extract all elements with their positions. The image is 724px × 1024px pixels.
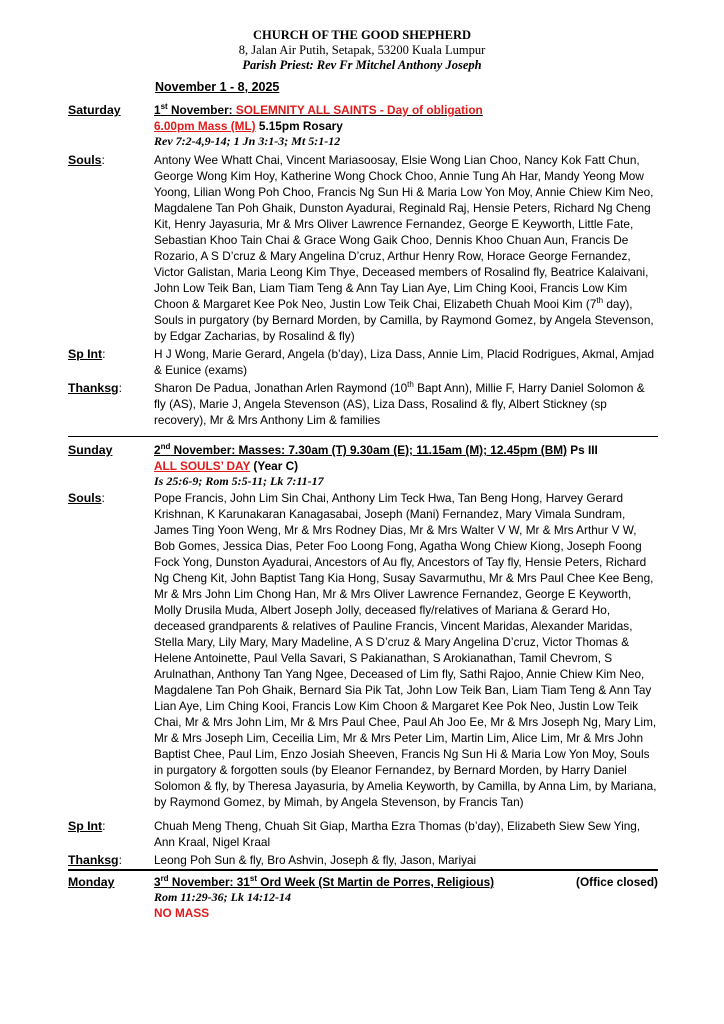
feast-all-souls: ALL SOULS’ DAY: [154, 459, 251, 473]
church-address: 8, Jalan Air Putih, Setapak, 53200 Kuala Lumpur: [238, 43, 486, 57]
sunday-heading: 2nd November: Masses: 7.30am (T) 9.30am (E); 11.15am (M); 12.45pm (BM) Ps III ALL SOULS’ DAY (Year C) Is 25:6-9; Rom 5:5-11; Lk 7:11-17: [154, 442, 658, 489]
divider: [68, 869, 658, 871]
church-name: CHURCH OF THE GOOD SHEPHERD: [252, 28, 472, 42]
spint-list-sunday: Chuah Meng Theng, Chuah Sit Giap, Martha Ezra Thomas (b’day), Elizabeth Siew Sew Ying, Ann Kraal, Nigel Kraal: [154, 819, 641, 849]
day-label-sunday: Sunday: [68, 443, 113, 457]
feast-all-saints: SOLEMNITY ALL SAINTS - Day of obligation: [235, 103, 483, 117]
thanks-list-sunday: Leong Poh Sun & fly, Bro Ashvin, Joseph & fly, Jason, Mariyai: [154, 853, 477, 867]
office-closed: (Office closed): [576, 875, 658, 889]
thanks-list-saturday: Sharon De Padua, Jonathan Arlen Raymond (10: [154, 381, 408, 395]
readings-saturday: Rev 7:2-4,9-14; 1 Jn 3:1-3; Mt 5:1-12: [154, 134, 341, 148]
spint-list-saturday: H J Wong, Marie Gerard, Angela (b’day), Liza Dass, Annie Lim, Placid Rodrigues, Akmal, Amjad & Eunice (exams): [154, 347, 655, 377]
divider: [68, 436, 658, 437]
monday-heading: 3rd November: 31st Ord Week (St Martin de Porres, Religious) Rom 11:29-36; Lk 14:12-14 NO MASS (Office closed): [154, 874, 658, 920]
no-mass-note: NO MASS: [154, 906, 210, 920]
souls-list-sunday: Pope Francis, John Lim Sin Chai, Anthony Lim Teck Hwa, Tan Beng Hong, Harvey Gerard Krishnan, K Karunakaran Kanagasabai, Joseph (Mani) Fernandez, Mary Vimala Sundram, James Ting Yoon Weng, Mr & Mrs Rodney Dias, Mr & Mrs Walter V W, Mr & Mrs Arthur V W, Bob Gomes, Jessica Dias, Peter Foo Loong Fong, Agatha Wong Chiew Kiong, Joseph Foong Fock Yong, Dunston Ayadurai, Ancestors of Au fly, Ancestors of Tay fly, Hensie Peters, Richard Ng Cheng Kit, John Baptist Tang Kia Hong, Susay Savarmuthu, Mr & Mrs Paul Chee Kee Beng, Mr & Mrs John Lim Chong Han, Mr & Mrs Oliver Lawrence Fernandez, George E Keyworth, Molly Drusila Muda, Albert Joseph Jolly, deceased fly/relatives of Mariana & Gerard Ho, deceased grandparents & relatives of Pauline Francis, Vincent Maridas, Alexander Maridas, Stella Mary, Lily Mary, Mary Madeline, A S D’cruz & Mary Angelina D’cruz, Victor Thomas & Helene Antoinette, Paul Vella Savari, S Pakianathan, S Arokianathan, Tamil Chevrom, S Arulnathan, Anthony Tan Yang Ngee, Deceased of Lim fly, Sathi Rajoo, Annie Chiew Kim Neo, Magdalene Tan Poh Ghaik, Bernard Sia Pik Tat, John Low Teik Ban, Liam Tiam Teng & Ann Tay Lian Aye, Lim Ching Kooi, Francis Low Kim Choon & Margaret Kee Pok Neo, Justin Low Teik Chai, Mr & Mrs John Lim, Mr & Mrs Paul Chee, Paul Ah Joo Ee, Mr & Mrs Joseph Ng, Mary Lim, Mr & Mrs Joseph Lim, Ceceilia Lim, Mr & Mrs Peter Lim, Martin Lim, Alice Lim, Mr & Mrs John Baptist Chee, Paul Lim, Enzo Josiah Sheeven, Francis Ng Sun Hi & Maria Low Yon Moy, Souls in purgatory & forgotten souls (by Eleanor Fernandez, by Bernard Morden, by Harry Daniel Solomon & fly, by Theresa Jayasuria, by Amelia Keyworth, by Camilla, by Anna Lim, by Mariana, by Raymond Gomez, by Mimah, by Angela Stevenson, by Francis Tan): [154, 491, 657, 809]
souls-list-saturday: Antony Wee Whatt Chai, Vincent Mariasoosay, Elsie Wong Lian Choo, Nancy Kok Fatt Chun, George Wong Kim Hoy, Katherine Wong Chock Choo, Annie Tung Ah Har, Mandy Yeong Mow Yoong, Lilian Wong Poh Choo, Francis Ng Sun Hi & Maria Low Yon Moy, Annie Chiew Kim Neo, Magdalene Tan Poh Ghaik, Dunston Ayadurai, Reginald Raj, Hensie Peters, Richard Ng Cheng Kit, Henry Jayasuria, Mr & Mrs Oliver Lawrence Fernandez, George E Keyworth, Little Fate, Sebastian Khoo Tain Chai & Grace Wong Gaik Choo, Dennis Khoo Chuan Aun, Francis De Rozario, A S D’cruz & Mary Angelina D’cruz, Arthur Henry Row, Horace George Fernandez, Victor Galistan, Maria Leong Kim Thye, Deceased members of Rosalind fly, Beatrice Kalaivani, John Low Teik Ban, Liam Tiam Teng & Ann Tay Lian Aye, Lim Ching Kooi, Francis Low Kim Choon & Margaret Kee Pok Neo, Justin Low Teik Chai, Elizabeth Chuah Mooi Kim (7: [154, 153, 654, 311]
day-label-saturday: Saturday: [68, 103, 121, 117]
saturday-heading: 1st November: SOLEMNITY ALL SAINTS - Day of obligation 6.00pm Mass (ML) 5.15pm Rosary Rev 7:2-4,9-14; 1 Jn 3:1-3; Mt 5:1-12: [154, 102, 658, 149]
bulletin-page: CHURCH OF THE GOOD SHEPHERD 8, Jalan Air Putih, Setapak, 53200 Kuala Lumpur Parish Priest: Rev Fr Mitchel Anthony Joseph November 1 - 8, 2025 Saturday 1st November: SOLEMNITY ALL SAINTS - Day of obligation 6.00pm Mass (ML) 5.15pm Rosary Rev 7:2-4,9-14; 1 Jn 3:1-3; Mt 5:1-12 Souls: Antony Wee Whatt Chai, Vincent Mariasoosay, Elsie Wong Lian Choo, Nancy Kok Fatt Chun, George Wong Kim Hoy, Katherine Wong Chock Choo, Annie Tung Ah Har, Mandy Yeong Mow Yoong, Lilian Wong Poh Choo, Francis Ng Sun Hi & Maria Low Yon Moy, Annie Chiew Kim Neo, Magdalene Tan Poh Ghaik, Dunston Ayadurai, Reginald Raj, Hensie Peters, Richard Ng Cheng Kit, Henry Jayasuria, Mr & Mrs Oliver Lawrence Fernandez, George E Keyworth, Little Fate, Sebastian Khoo Tain Chai & Grace Wong Gaik Choo, Dennis Khoo Chuan Aun, Francis De Rozario, A S D’cruz & Mary Angelina D’cruz, Arthur Henry Row, Horace George Fernandez, Victor Galistan, Maria Leong Kim Thye, Deceased members of Rosalind fly, Beatrice Kalaivani, John Low Teik Ban, Liam Tiam Teng & Ann Tay Lian Aye, Lim Ching Kooi, Francis Low Kim Choon & Margaret Kee Pok Neo, Justin Low Teik Chai, Elizabeth Chuah Mooi Kim (7th day), Souls in purgatory (by Bernard Morden, by Camilla, by Raymond Gomez, by Angela Stevenson, by Edgar Zacharias, by Rosalind & fly) Sp Int: H J Wong, Marie Gerard, Angela (b’day), Liza Dass, Annie Lim, Placid Rodrigues, Akmal, Amjad & Eunice (exams) Thanksg: Sharon De Padua, Jonathan Arlen Raymond (10th Bapt Ann), Millie F, Harry Daniel Solomon & fly (AS), Marie J, Angela Stevenson (AS), Liza Dass, Rosalind & fly, Albert Stickney (sp recovery), Mr & Mrs Anthony Lim & families Sunday 2nd November: Masses: 7.30am (T) 9.30am (E); 11.15am (M); 12.45pm (BM) Ps III ALL SOULS’ DAY (Year C) Is 25:6-9; Rom 5:5-11; Lk 7:11-17 Souls: Pope Francis, John Lim Sin Chai, Anthony Lim Teck Hwa, Tan Beng Hong, Harvey Gerard Krishnan, K Karunakaran Kanagasabai, Joseph (Mani) Fernandez, Mary Vimala Sundram, James Ting Yoon Weng, Mr & Mrs Rodney Dias, Mr & Mrs Walter V W, Mr & Mrs Arthur V W, Bob Gomes, Jessica Dias, Peter Foo Loong Fong, Agatha Wong Chiew Kiong, Joseph Foong Fock Yong, Dunston Ayadurai, Ancestors of Au fly, Ancestors of Tay fly, Hensie Peters, Richard Ng Cheng Kit, John Baptist Tang Kia Hong, Susay Savarmuthu, Mr & Mrs Paul Chee Kee Beng, Mr & Mrs John Lim Chong Han, Mr & Mrs Oliver Lawrence Fernandez, George E Keyworth, Molly Drusila Muda, Albert Joseph Jolly, deceased fly/relatives of Mariana & Gerard Ho, deceased grandparents & relatives of Pauline Francis, Vincent Maridas, Alexander Maridas, Stella Mary, Lily Mary, Mary Madeline, A S D’cruz & Mary Angelina D’cruz, Victor Thomas & Helene Antoinette, Paul Vella Savari, S Pakianathan, S Arokianathan, Tamil Chevrom, S Arulnathan, Anthony Tan Yang Ngee, Deceased of Lim fly, Sathi Rajoo, Annie Chiew Kim Neo, Magdalene Tan Poh Ghaik, Bernard Sia Pik Tat, John Low Teik Ban, Liam Tiam Teng & Ann Tay Lian Aye, Lim Ching Kooi, Francis Low Kim Choon & Margaret Kee Pok Neo, Justin Low Teik Chai, Mr & Mrs John Lim, Mr & Mrs Paul Chee, Paul Ah Joo Ee, Mr & Mrs Joseph Ng, Mary Lim, Mr & Mrs Joseph Lim, Ceceilia Lim, Mr & Mrs Peter Lim, Martin Lim, Alice Lim, Mr & Mrs John Baptist Chee, Paul Lim, Enzo Josiah Sheeven, Francis Ng Sun Hi & Maria Low Yon Moy, Souls in purgatory & forgotten souls (by Eleanor Fernandez, by Bernard Morden, by Harry Daniel Solomon & fly, by Theresa Jayasuria, by Amelia Keyworth, by Camilla, by Anna Lim, by Mariana, by Raymond Gomez, by Mimah, by Angela Stevenson, by Francis Tan) Sp Int: Chuah Meng Theng, Chuah Sit Giap, Martha Ezra Thomas (b’day), Elizabeth Siew Sew Ying, Ann Kraal, Nigel Kraal Thanksg: Leong Poh Sun & fly, Bro Ashvin, Joseph & fly, Jason, Mariyai Monday 3rd November: 31st Ord Week (St Martin de Porres, Religious) Rom 11:29-36; Lk 14:12-14 NO MASS (Office closed): [0, 0, 724, 1024]
readings-sunday: Is 25:6-9; Rom 5:5-11; Lk 7:11-17: [154, 474, 324, 488]
day-label-monday: Monday: [68, 875, 115, 889]
mass-time: 6.00pm Mass (ML): [154, 119, 256, 133]
date-range: November 1 - 8, 2025: [155, 80, 280, 94]
parish-priest: Parish Priest: Rev Fr Mitchel Anthony Joseph: [242, 58, 482, 72]
rosary-time: 5.15pm Rosary: [255, 119, 343, 133]
readings-monday: Rom 11:29-36; Lk 14:12-14: [154, 890, 291, 904]
